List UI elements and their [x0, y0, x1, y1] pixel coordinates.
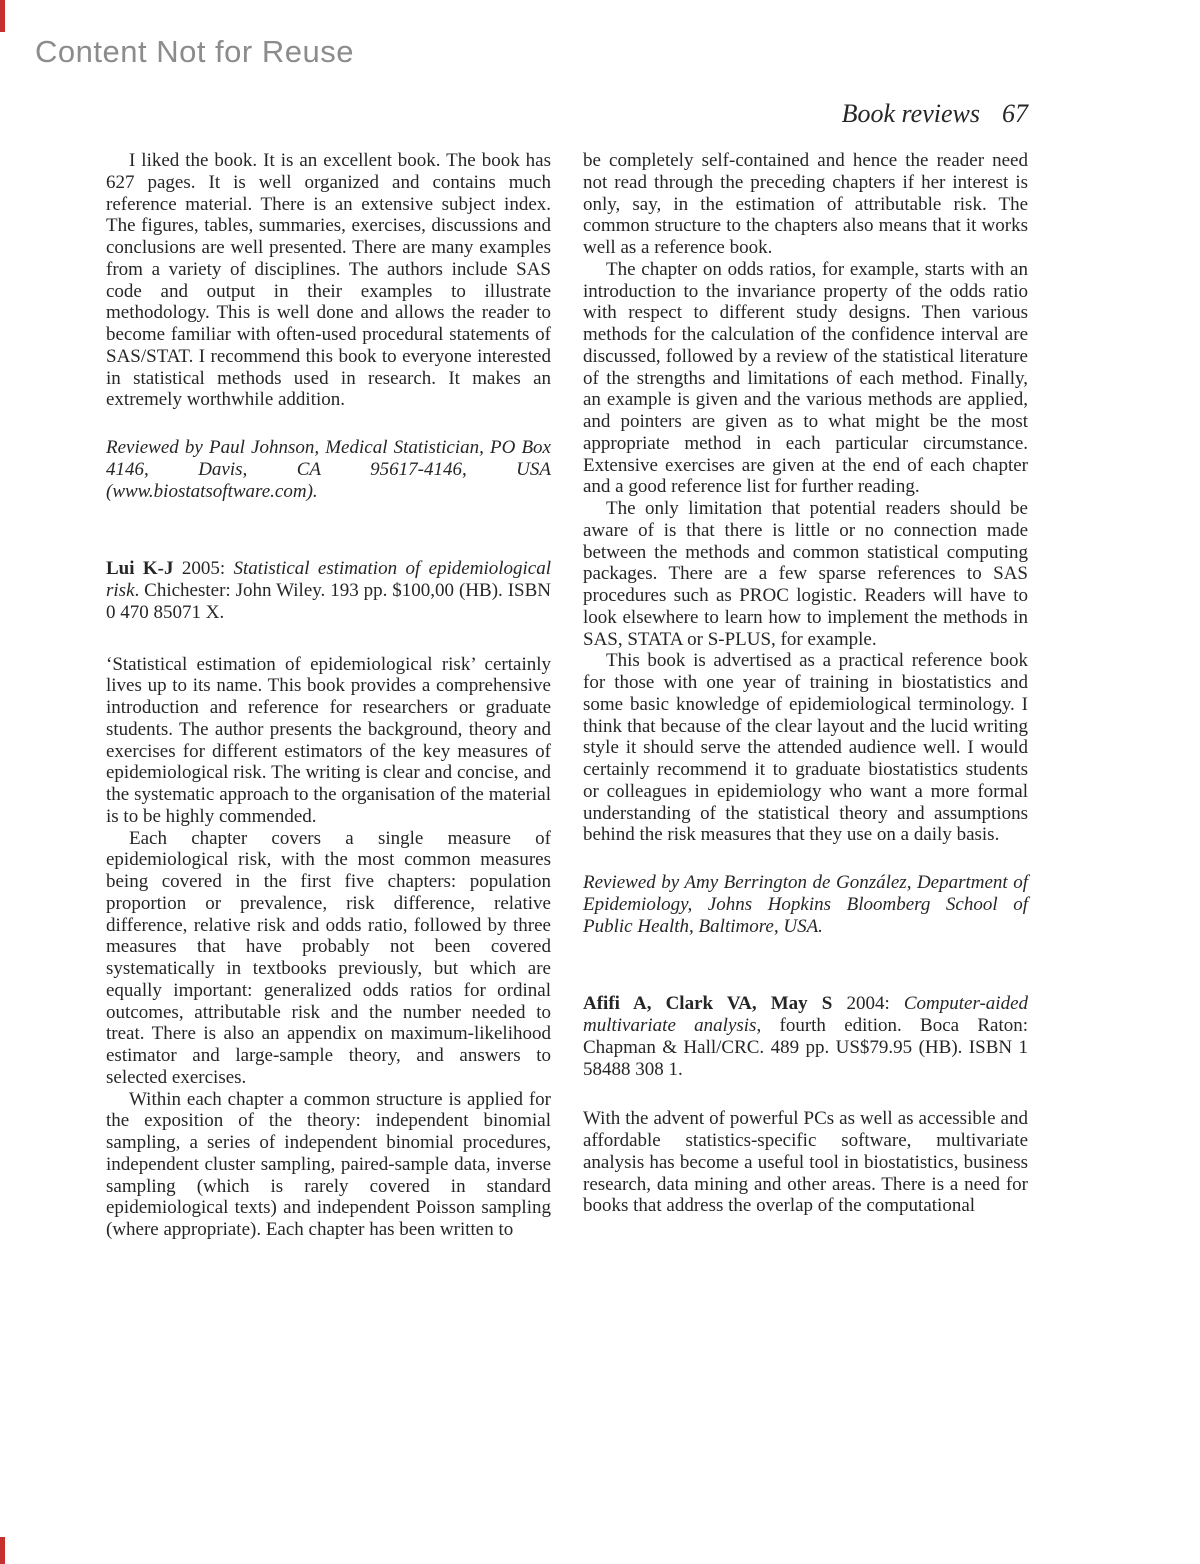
- left-column: [106, 150, 551, 1241]
- citation-title: Computer-aided multivariate analysis: [583, 993, 1029, 1036]
- page-edge-mark-bottom: [0, 1537, 5, 1564]
- citation-details: , fourth edition. Boca Raton: Chapman & Hall/CRC. 489 pp. US$79.95 (HB). ISBN 1 58488 308 1.: [583, 1015, 1029, 1080]
- body-paragraph: This book is advertised as a practical reference book for those with one year of training in biostatistics and some basic knowledge of epidemiological terminology. I think that because of the clear layout and the lucid writing style it should serve the attended audience well. I would certainly recommend it to graduate biostatistics students or colleagues in epidemiology who want a more formal understanding of the statistical theory and assumptions behind the risk measures that they use on a daily basis.: [583, 650, 1028, 846]
- citation-year: 2004:: [832, 993, 904, 1015]
- body-paragraph: Within each chapter a common structure is applied for the exposition of the theory: independent binomial sampling, a series of independent binomial procedures, independent cluster sampling, paired-sample data, inverse sampling (which is rarely covered in standard epidemiological texts) and independent Poisson sampling (where appropriate). Each chapter has been written to: [106, 1088, 551, 1240]
- citation-authors: Lui K-J: [106, 558, 174, 580]
- watermark-text: Content Not for Reuse: [35, 34, 354, 69]
- citation-title: Statistical estimation of epidemiological risk: [106, 558, 552, 601]
- body-paragraph: The only limitation that potential readers should be aware of is that there is little or no connection made between the methods and common statistical computing packages. There are a few sparse references to SAS procedures such as PROC logistic. Readers will have to look elsewhere to learn how to implement the methods in SAS, STATA or S-PLUS, for example.: [583, 498, 1028, 650]
- text-columns: [106, 150, 1028, 1241]
- body-paragraph: Each chapter covers a single measure of epidemiological risk, with the most common measures being covered in the first five chapters: population proportion or prevalence, risk difference, relative difference, relative risk and odds ratio, followed by three measures that have probably not been covered systematically in textbooks previously, but which are equally important: generalized odds ratios for ordinal outcomes, attributable risk and the number needed to treat. There is also an appendix on maximum-likelihood estimator and large-sample theory, and answers to selected exercises.: [106, 827, 551, 1088]
- body-paragraph: With the advent of powerful PCs as well as accessible and affordable statistics-specific software, multivariate analysis has become a useful tool in biostatistics, business research, data mining and other areas. There is a need for books that address the overlap of the computational: [583, 1108, 1028, 1217]
- body-paragraph: I liked the book. It is an excellent book. The book has 627 pages. It is well organized and contains much reference material. There is an extensive subject index. The figures, tables, summaries, exercises, discussions and conclusions are well presented. There are many examples from a variety of disciplines. The authors include SAS code and output in their examples to illustrate methodology. This is well done and allows the reader to become familiar with often-used procedural statements of SAS/STAT. I recommend this book to everyone interested in statistical methods used in research. It makes an extremely worthwhile addition.: [106, 150, 551, 411]
- citation-year: 2005:: [173, 558, 234, 580]
- page-edge-mark-top: [0, 0, 5, 32]
- reviewer-attribution: Reviewed by Amy Berrington de González, Department of Epidemiology, Johns Hopkins Bloomberg School of Public Health, Baltimore, USA.: [583, 872, 1028, 937]
- body-paragraph: ‘Statistical estimation of epidemiological risk’ certainly lives up to its name. This book provides a comprehensive introduction and reference for researchers or graduate students. The author presents the background, theory and exercises for different estimators of the key measures of epidemiological risk. The writing is clear and concise, and the systematic approach to the organisation of the material is to be highly commended.: [106, 653, 551, 827]
- citation-authors: Afifi A, Clark VA, May S: [583, 993, 833, 1015]
- running-head: [583, 99, 1028, 129]
- book-citation: [106, 558, 551, 623]
- page-number: 67: [1002, 99, 1028, 128]
- citation-details: . Chichester: John Wiley. 193 pp. $100,00 (HB). ISBN 0 470 85071 X.: [106, 580, 551, 623]
- right-column: [583, 150, 1028, 1241]
- body-paragraph: The chapter on odds ratios, for example, starts with an introduction to the invariance property of the odds ratio with respect to different study designs. Then various methods for the calculation of the confidence interval are discussed, followed by a review of the statistical literature of the strengths and limitations of each method. Finally, an example is given and the various methods are applied, and pointers are given as to what might be the most appropriate method in each particular circumstance. Extensive exercises are given at the end of each chapter and a good reference list for further reading.: [583, 258, 1028, 498]
- reviewer-attribution: Reviewed by Paul Johnson, Medical Statistician, PO Box 4146, Davis, CA 95617-4146, USA (www.biostatsoftware.com).: [106, 437, 551, 502]
- body-paragraph: be completely self-contained and hence the reader need not read through the preceding chapters if her interest is only, say, in the estimation of attributable risk. The common structure to the chapters also means that it works well as a reference book.: [583, 150, 1028, 258]
- running-head-title: Book reviews: [841, 99, 980, 128]
- book-citation: [583, 993, 1028, 1080]
